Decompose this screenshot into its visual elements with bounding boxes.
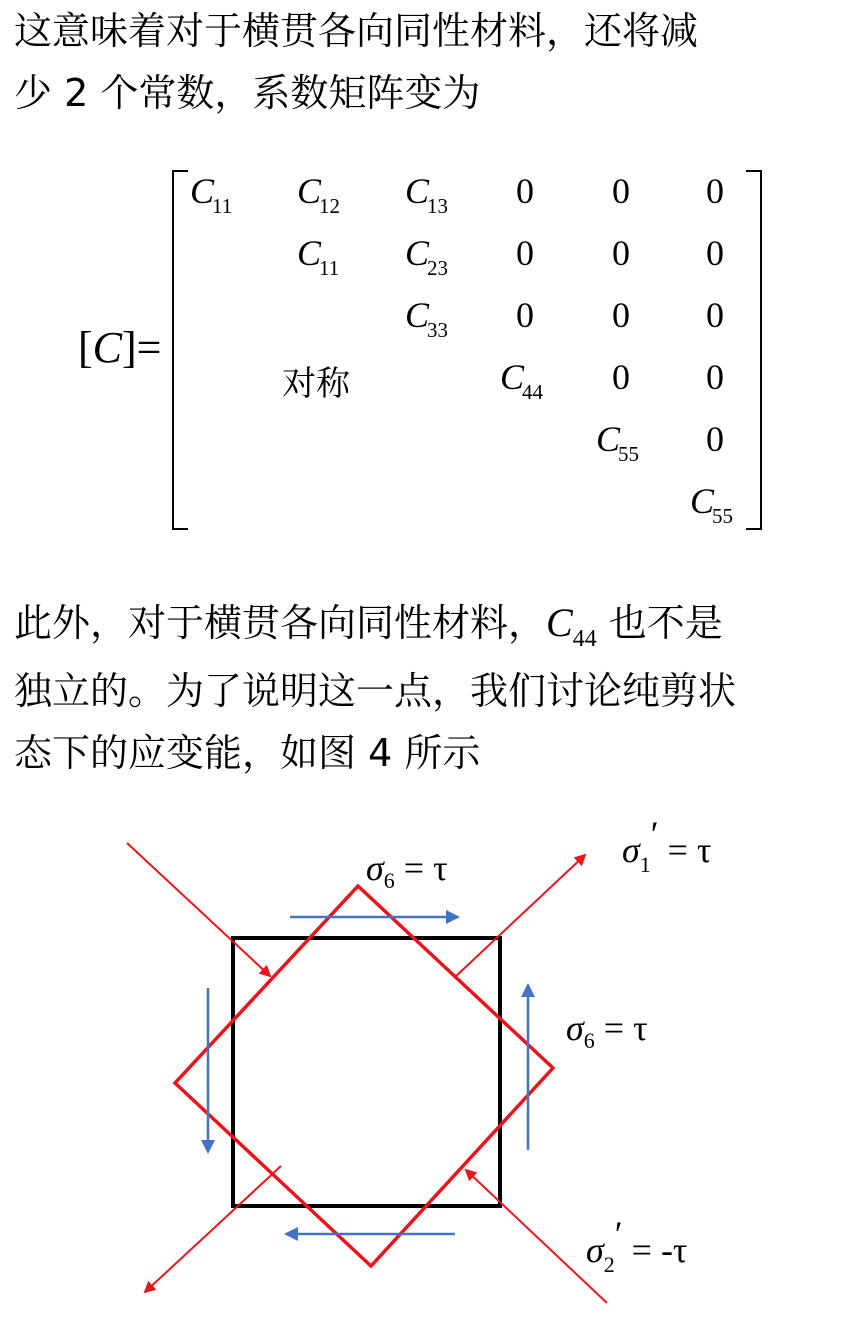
matrix-lhs: [C]= [78, 323, 162, 372]
paragraph-shear-line1-post: 也不是 [596, 601, 723, 645]
matrix-c33: $C_{33}$ [405, 295, 449, 342]
paragraph-shear-symbol: $C_{44}$ [546, 600, 597, 652]
matrix-r2c5: 0 [612, 233, 630, 273]
matrix-c13: $C_{13}$ [405, 171, 449, 218]
matrix-r3c6: 0 [706, 295, 724, 335]
sigma1-outward-arrow-ne [455, 855, 585, 977]
sigma1-outward-arrow-sw [145, 1166, 281, 1292]
sigma2-inward-arrow-nw [127, 843, 270, 976]
label-sigma2-prime: $\sigma_2' = -\tau$ [586, 1214, 688, 1277]
paragraph-shear-line3: 态下的应变能，如图 4 所示 [14, 731, 481, 775]
paragraph-intro [14, 0, 834, 124]
matrix-r2-c11: $C_{11}$ [297, 233, 340, 280]
paragraph-intro-line2: 少 2 个常数，系数矩阵变为 [14, 71, 481, 115]
matrix-r4c5: 0 [612, 357, 630, 397]
matrix-r4c6: 0 [706, 357, 724, 397]
matrix-r3c4: 0 [516, 295, 534, 335]
matrix-right-bracket [746, 170, 762, 530]
label-sigma6-top: $\sigma_6 = \tau$ [366, 848, 448, 893]
pure-shear-diagram [0, 820, 841, 1320]
matrix-c55: $C_{55}$ [596, 419, 640, 466]
label-sigma6-right: $\sigma_6 = \tau$ [566, 1008, 648, 1053]
matrix-r1c4: 0 [516, 171, 534, 211]
paragraph-intro-line1: 这意味着对于横贯各向同性材料，还将减 [14, 9, 699, 53]
matrix-r2c4: 0 [516, 233, 534, 273]
label-sigma1-prime: $\sigma_1' = \tau$ [622, 820, 712, 877]
paragraph-shear-line1-pre: 此外，对于横贯各向同性材料， [14, 601, 547, 645]
pure-shear-figure [0, 820, 841, 1320]
matrix-c12: $C_{12}$ [297, 171, 341, 218]
matrix-c44: $C_{44}$ [500, 357, 544, 404]
matrix-r2c6: 0 [706, 233, 724, 273]
matrix-c23: $C_{23}$ [405, 233, 449, 280]
matrix-r3c5: 0 [612, 295, 630, 335]
matrix-r1c6: 0 [706, 171, 724, 211]
paragraph-shear [14, 592, 834, 784]
matrix-left-bracket [172, 170, 188, 530]
paragraph-shear-line2: 独立的。为了说明这一点，我们讨论纯剪状 [14, 669, 737, 713]
stiffness-matrix [0, 160, 841, 540]
matrix-symmetric-label: 对称 [282, 364, 350, 404]
matrix-c66: $C_{55}$ [690, 481, 734, 528]
matrix-r1c5: 0 [612, 171, 630, 211]
matrix-r5c6: 0 [706, 419, 724, 459]
matrix-c11: $C_{11}$ [190, 171, 233, 218]
matrix-lhs-symbol: C [92, 323, 123, 372]
